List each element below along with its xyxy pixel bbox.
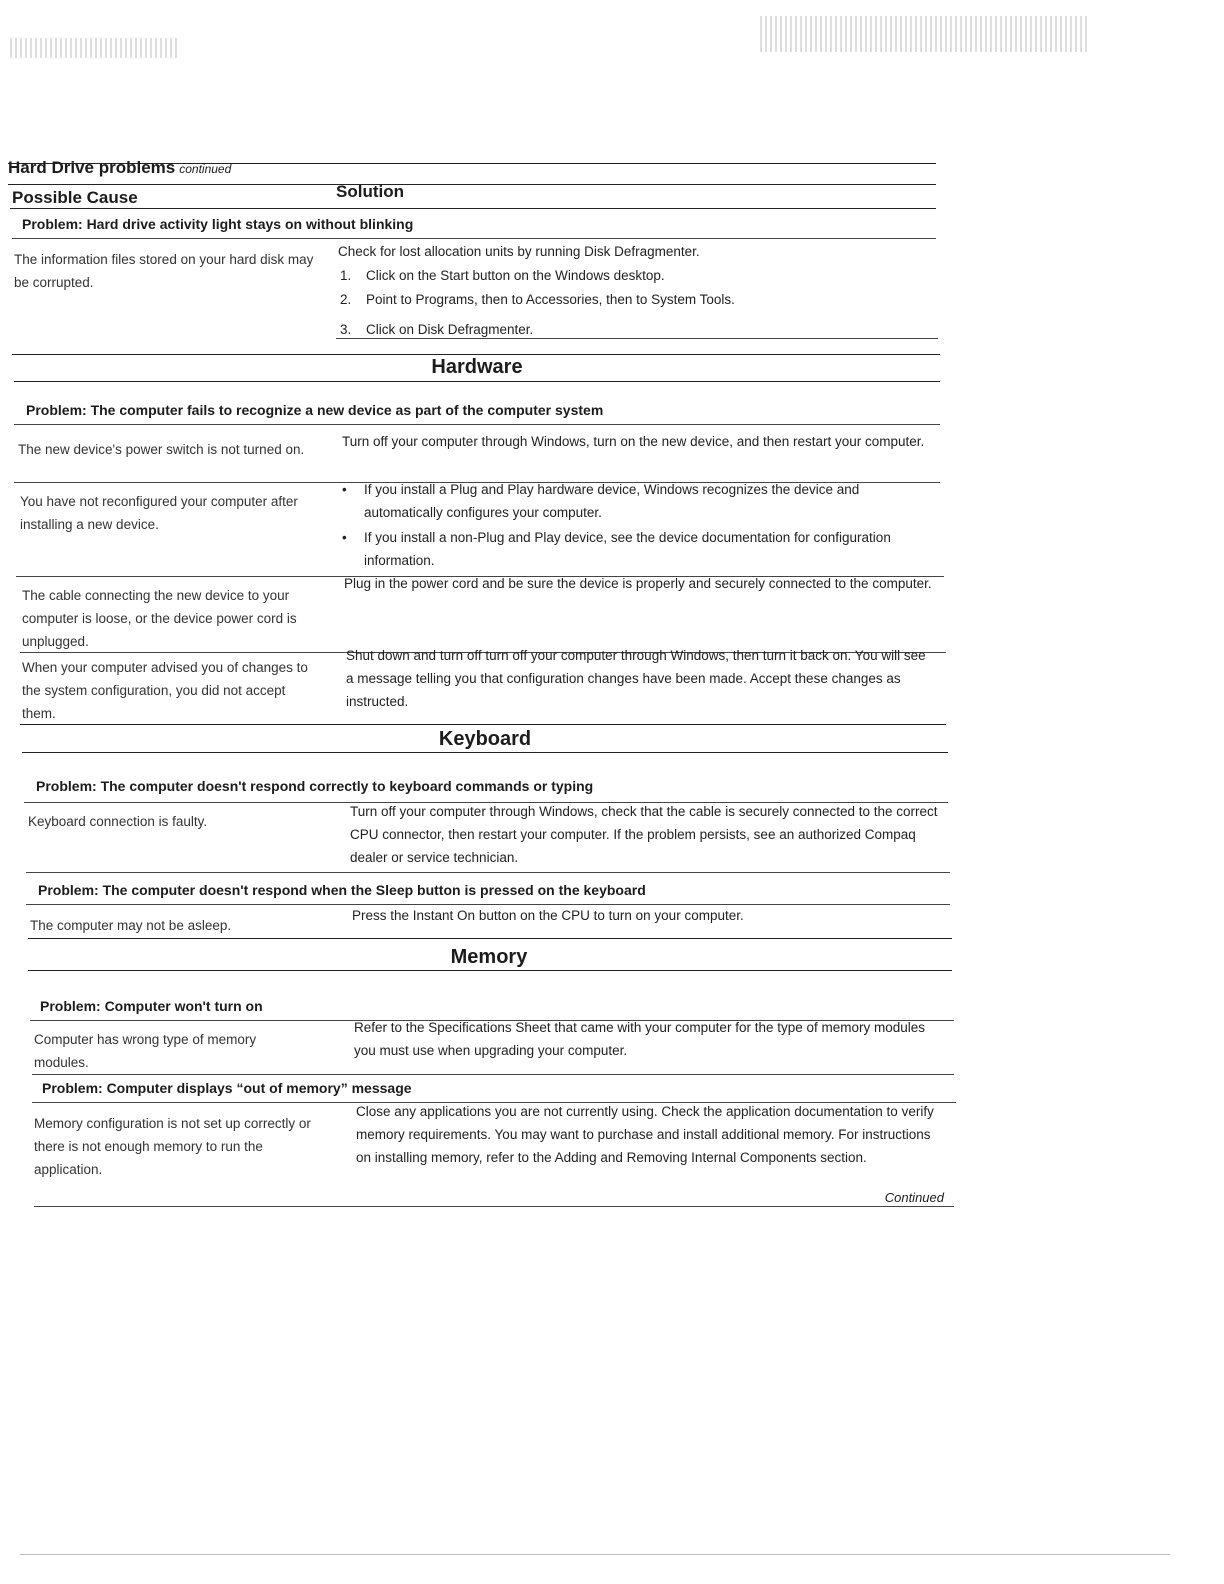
column-header-solution: Solution	[336, 182, 404, 201]
rule-before-keyboard	[20, 724, 946, 725]
scan-noise-top-left	[10, 38, 180, 58]
solution-close-applications: Close any applications you are not currently using. Check the application documentation to verify memory requirements. You may want to purchase and install additional memory. For instructions on installing memory, refer to the Adding and Removing Internal Components section.	[356, 1104, 934, 1165]
solution-plug-power-cord: Plug in the power cord and be sure the device is properly and securely connected to the computer.	[344, 576, 932, 591]
cause-wrong-memory: Computer has wrong type of memory modules.	[34, 1032, 257, 1070]
solution-instant-on: Press the Instant On button on the CPU to turn on your computer.	[352, 908, 744, 923]
cause-keyboard-connection: Keyboard connection is faulty.	[28, 814, 208, 829]
rule-problem-device	[14, 424, 940, 425]
section-title-keyboard: Keyboard	[438, 728, 532, 750]
header-title: Hard Drive problems	[8, 158, 176, 177]
problem-title-wont-turn-on: Problem: Computer won't turn on	[40, 998, 263, 1014]
cause-corrupted-files: The information files stored on your hard disk may be corrupted.	[14, 252, 314, 290]
solution-power-switch: Turn off your computer through Windows, turn on the new device, and then restart your computer.	[342, 434, 925, 449]
cause-power-switch: The new device's power switch is not turned on.	[18, 442, 305, 457]
rule-header-top	[8, 163, 936, 164]
section-title-memory: Memory	[450, 946, 528, 968]
rule-memory	[28, 970, 952, 971]
step-2: 2. Point to Programs, then to Accessories, then to System Tools.	[340, 292, 735, 307]
cause-memory-config: Memory configuration is not set up correctly or there is not enough memory to run the application.	[34, 1116, 311, 1177]
rule-header	[8, 184, 936, 185]
rule-end-hd	[336, 338, 938, 339]
rule-before-memory	[28, 938, 952, 939]
rule-keyboard	[22, 752, 948, 753]
cause-cable-loose: The cable connecting the new device to your computer is loose, or the device power cord is unplugged.	[22, 588, 297, 649]
rule-problem-hd	[12, 238, 936, 239]
section-header	[8, 158, 231, 178]
rule-before-hardware	[12, 354, 940, 355]
section-title-hardware: Hardware	[431, 356, 523, 378]
problem-title-keyboard-typing: Problem: The computer doesn't respond correctly to keyboard commands or typing	[36, 778, 594, 794]
cause-config-not-accepted: When your computer advised you of changes to the system configuration, you did not accept them.	[22, 660, 308, 721]
solution-restart-accept: Shut down and turn off turn off your computer through Windows, then turn it back on. You will see a message telling you that configuration changes have been made. Accept these changes as instructed.	[346, 648, 926, 709]
step-1: 1. Click on the Start button on the Windows desktop.	[340, 268, 665, 283]
bullet-non-plug-and-play: • If you install a non-Plug and Play device, see the device documentation for configuration information.	[338, 526, 924, 572]
column-header-cause: Possible Cause	[12, 188, 138, 207]
rule-row-memory1	[32, 1074, 954, 1075]
problem-title-hd-light: Problem: Hard drive activity light stays on without blinking	[22, 216, 414, 232]
scan-noise-top-right	[760, 16, 1090, 52]
problem-title-new-device: Problem: The computer fails to recognize a new device as part of the computer system	[26, 402, 604, 418]
rule-columns	[10, 208, 936, 209]
bullet-plug-and-play: • If you install a Plug and Play hardware device, Windows recognizes the device and automatically configures your computer.	[338, 478, 924, 524]
solution-specifications-sheet: Refer to the Specifications Sheet that came with your computer for the type of memory modules you must use when upgrading your computer.	[354, 1020, 926, 1058]
header-continued: continued	[179, 162, 232, 176]
problem-title-out-of-memory: Problem: Computer displays “out of memory” message	[42, 1080, 412, 1096]
problem-title-sleep-button: Problem: The computer doesn't respond when the Sleep button is pressed on the keyboard	[38, 882, 646, 898]
cause-not-asleep: The computer may not be asleep.	[30, 918, 232, 933]
footer-continued: Continued	[884, 1190, 944, 1205]
cause-not-reconfigured: You have not reconfigured your computer after installing a new device.	[20, 494, 298, 532]
rule-end-memory	[34, 1206, 954, 1207]
solution-keyboard-cable: Turn off your computer through Windows, check that the cable is securely connected to the correct CPU connector, then restart your computer. If the problem persists, see an authorized Compaq dealer or service technician.	[350, 804, 938, 865]
step-3: 3. Click on Disk Defragmenter.	[340, 322, 534, 337]
solution-defrag-intro: Check for lost allocation units by running Disk Defragmenter.	[338, 244, 700, 259]
rule-hardware	[14, 381, 940, 382]
rule-row-keyboard	[26, 872, 950, 873]
rule-page-bottom	[20, 1554, 1170, 1555]
